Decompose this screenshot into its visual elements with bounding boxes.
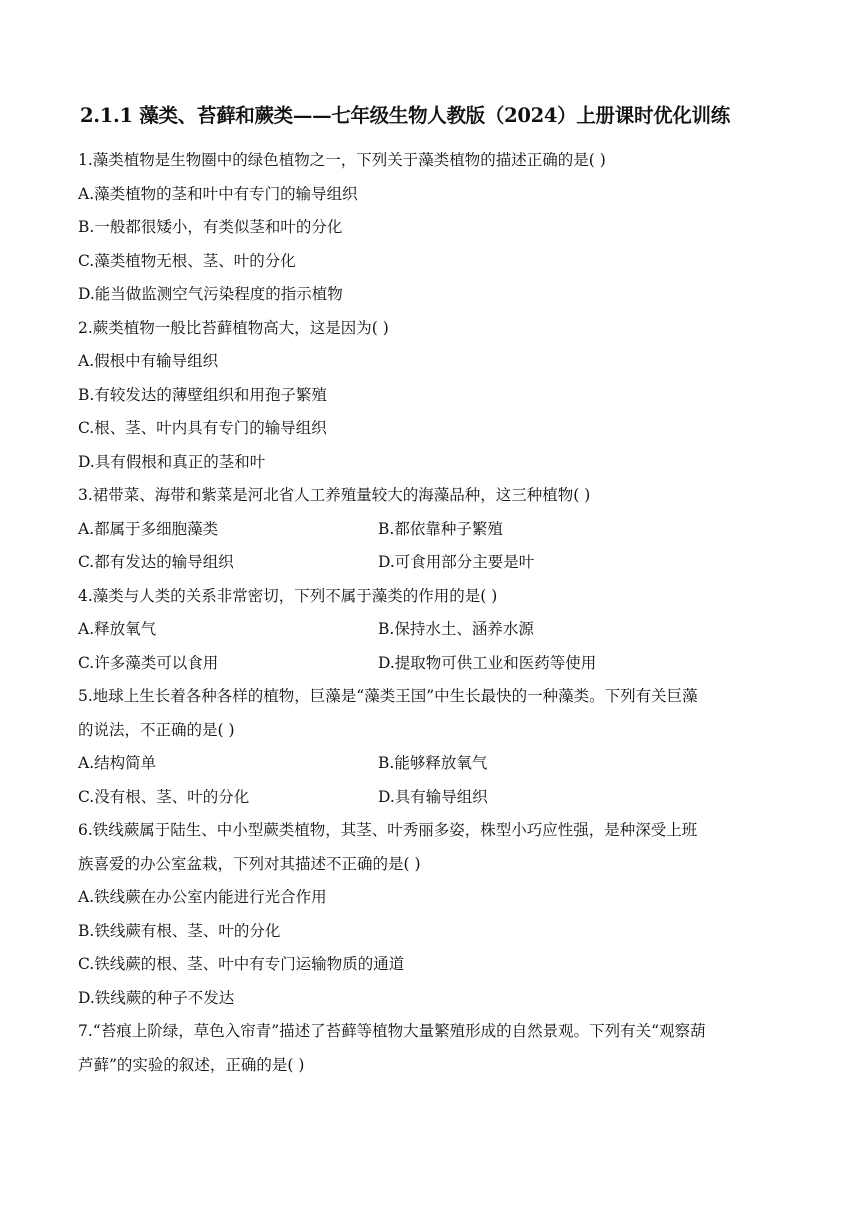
- question-5: [78, 680, 778, 814]
- question-stem-continued: 族喜爱的办公室盆栽，下列对其描述不正确的是( ): [78, 854, 421, 873]
- option-a: A.铁线蕨在办公室内能进行光合作用: [78, 888, 327, 906]
- option-b: B.一般都很矮小，有类似茎和叶的分化: [78, 218, 343, 236]
- question-stem: 3.裙带菜、海带和紫菜是河北省人工养殖量较大的海藻品种，这三种植物( ): [78, 486, 591, 504]
- option-b: B.有较发达的薄壁组织和用孢子繁殖: [78, 385, 327, 404]
- question-1: [78, 144, 778, 312]
- option-row: [78, 546, 778, 580]
- question-6: [78, 814, 778, 1015]
- question-stem-continued: 芦藓”的实验的叙述，正确的是( ): [78, 1055, 305, 1074]
- question-list: [78, 144, 778, 1082]
- option-row: [78, 647, 778, 681]
- question-stem-continued: 的说法，不正确的是( ): [78, 720, 235, 739]
- option-b: B.保持水土、涵养水源: [378, 620, 534, 638]
- question-stem: 1.藻类植物是生物圈中的绿色植物之一，下列关于藻类植物的描述正确的是( ): [78, 151, 606, 169]
- option-b: B.都依靠种子繁殖: [378, 519, 503, 538]
- option-c: C.藻类植物无根、茎、叶的分化: [78, 251, 296, 270]
- option-d: D.能当做监测空气污染程度的指示植物: [78, 285, 343, 303]
- question-stem: 5.地球上生长着各种各样的植物，巨藻是“藻类王国”中生长最快的一种藻类。下列有关巨藻: [78, 687, 698, 705]
- document-title: 2.1.1 藻类、苔藓和蕨类——七年级生物人教版（2024）上册课时优化训练: [80, 104, 730, 127]
- option-row: [78, 613, 778, 647]
- option-row: [78, 747, 778, 781]
- option-d: D.具有假根和真正的茎和叶: [78, 452, 266, 471]
- option-c: C.许多藻类可以食用: [78, 653, 219, 672]
- option-a: A.藻类植物的茎和叶中有专门的输导组织: [78, 184, 358, 203]
- option-c: C.根、茎、叶内具有专门的输导组织: [78, 419, 327, 437]
- option-a: A.释放氧气: [78, 620, 157, 638]
- question-3: [78, 479, 778, 580]
- option-b: B.铁线蕨有根、茎、叶的分化: [78, 921, 281, 940]
- option-a: A.假根中有输导组织: [78, 352, 219, 370]
- option-a: A.都属于多细胞藻类: [78, 519, 219, 538]
- option-row: [78, 781, 778, 815]
- option-a: A.结构简单: [78, 754, 157, 772]
- option-d: D.具有输导组织: [378, 787, 488, 806]
- question-2: [78, 312, 778, 480]
- option-b: B.能够释放氧气: [378, 754, 488, 772]
- question-7: [78, 1015, 778, 1082]
- question-stem: 6.铁线蕨属于陆生、中小型蕨类植物，其茎、叶秀丽多姿，株型小巧应性强，是种深受上班: [78, 821, 698, 839]
- option-d: D.提取物可供工业和医药等使用: [378, 653, 597, 672]
- option-row: [78, 513, 778, 547]
- option-d: D.可食用部分主要是叶: [378, 553, 535, 571]
- question-stem: 2.蕨类植物一般比苔藓植物高大，这是因为( ): [78, 318, 389, 337]
- question-stem: 7.“苔痕上阶绿，草色入帘青”描述了苔藓等植物大量繁殖形成的自然景观。下列有关“观察葫: [78, 1022, 706, 1040]
- option-c: C.都有发达的输导组织: [78, 553, 234, 571]
- option-d: D.铁线蕨的种子不发达: [78, 988, 235, 1007]
- question-stem: 4.藻类与人类的关系非常密切，下列不属于藻类的作用的是( ): [78, 586, 498, 605]
- option-c: C.没有根、茎、叶的分化: [78, 787, 250, 806]
- question-4: [78, 580, 778, 681]
- option-c: C.铁线蕨的根、茎、叶中有专门运输物质的通道: [78, 955, 405, 973]
